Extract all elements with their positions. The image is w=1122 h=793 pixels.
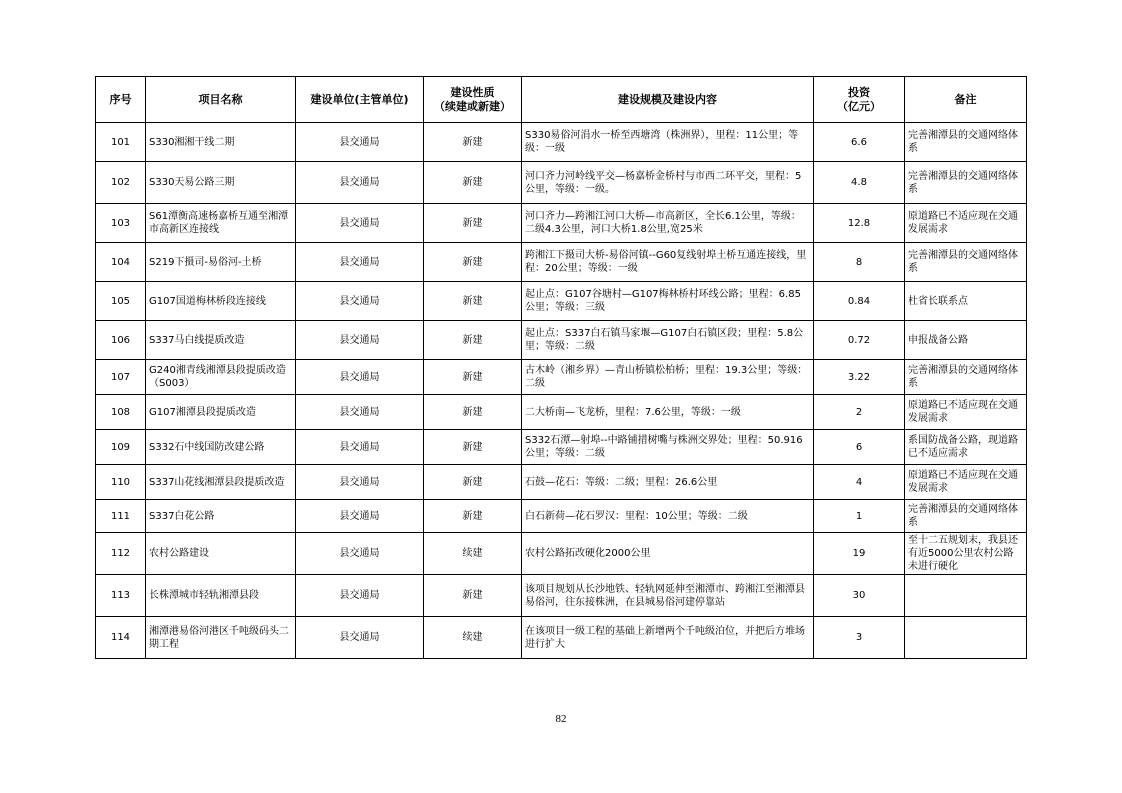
cell-note: 至十二五规划末，我县还有近5000公里农村公路未进行硬化: [905, 533, 1027, 575]
cell-nature: 新建: [424, 243, 522, 282]
cell-no: 107: [96, 360, 146, 395]
cell-note: 完善湘潭县的交通网络体系: [905, 360, 1027, 395]
cell-nature: 续建: [424, 533, 522, 575]
cell-note: 完善湘潭县的交通网络体系: [905, 243, 1027, 282]
cell-name: G107湘潭县段提质改造: [146, 395, 296, 430]
cell-no: 113: [96, 575, 146, 617]
cell-name: G240湘青线湘潭县段提质改造（S003）: [146, 360, 296, 395]
cell-nature: 新建: [424, 123, 522, 162]
cell-nature: 新建: [424, 575, 522, 617]
cell-unit: 县交通局: [296, 360, 424, 395]
cell-scale: 起止点：S337白石镇马家堰—G107白石镇区段；里程：5.8公里；等级：二级: [522, 321, 814, 360]
cell-unit: 县交通局: [296, 321, 424, 360]
cell-name: 长株潭城市轻轨湘潭县段: [146, 575, 296, 617]
cell-invest: 0.72: [814, 321, 905, 360]
cell-nature: 续建: [424, 617, 522, 659]
cell-name: S330天易公路三期: [146, 162, 296, 204]
cell-no: 112: [96, 533, 146, 575]
table-row: [96, 360, 1027, 395]
table-row: [96, 162, 1027, 204]
cell-nature: 新建: [424, 162, 522, 204]
cell-scale: 该项目规划从长沙地铁、轻轨网延伸至湘潭市、跨湘江至湘潭县易俗河，往东接株洲，在县城易俗河建停靠站: [522, 575, 814, 617]
cell-note: 原道路已不适应现在交通发展需求: [905, 395, 1027, 430]
cell-scale: 起止点：G107谷塘村—G107梅林桥村环线公路；里程：6.85公里；等级：三级: [522, 282, 814, 321]
cell-no: 111: [96, 500, 146, 533]
cell-invest: 3.22: [814, 360, 905, 395]
cell-unit: 县交通局: [296, 243, 424, 282]
table-row: [96, 123, 1027, 162]
cell-nature: 新建: [424, 204, 522, 243]
page-number: 82: [555, 713, 567, 725]
cell-unit: 县交通局: [296, 162, 424, 204]
table-row: [96, 395, 1027, 430]
cell-no: 104: [96, 243, 146, 282]
header-scale: 建设规模及建设内容: [522, 77, 814, 123]
header-no: 序号: [96, 77, 146, 123]
cell-no: 102: [96, 162, 146, 204]
cell-scale: 在该项目一级工程的基础上新增两个千吨级泊位，并把后方堆场进行扩大: [522, 617, 814, 659]
cell-nature: 新建: [424, 465, 522, 500]
cell-no: 106: [96, 321, 146, 360]
cell-invest: 4.8: [814, 162, 905, 204]
cell-invest: 2: [814, 395, 905, 430]
header-note: 备注: [905, 77, 1027, 123]
cell-note: 原道路已不适应现在交通发展需求: [905, 465, 1027, 500]
cell-unit: 县交通局: [296, 465, 424, 500]
cell-no: 108: [96, 395, 146, 430]
table-row: [96, 465, 1027, 500]
cell-note: 杜省长联系点: [905, 282, 1027, 321]
cell-no: 105: [96, 282, 146, 321]
cell-scale: S330易俗河涓水一桥至西塘湾（株洲界），里程：11公里；等级：一级: [522, 123, 814, 162]
header-invest-line1: 投资: [848, 85, 870, 99]
cell-unit: 县交通局: [296, 282, 424, 321]
cell-nature: 新建: [424, 282, 522, 321]
cell-name: S61潭衡高速杨嘉桥互通至湘潭市高新区连接线: [146, 204, 296, 243]
table-row: [96, 533, 1027, 575]
cell-note: [905, 617, 1027, 659]
cell-invest: 1: [814, 500, 905, 533]
cell-nature: 新建: [424, 430, 522, 465]
cell-invest: 19: [814, 533, 905, 575]
header-unit: 建设单位(主管单位): [296, 77, 424, 123]
cell-scale: 跨湘江下摄司大桥-易俗河镇--G60复线射埠土桥互通连接线，里程：20公里；等级：一级: [522, 243, 814, 282]
cell-note: 完善湘潭县的交通网络体系: [905, 123, 1027, 162]
cell-name: S337山花线湘潭县段提质改造: [146, 465, 296, 500]
cell-unit: 县交通局: [296, 617, 424, 659]
cell-invest: 6.6: [814, 123, 905, 162]
header-invest-line2: （亿元）: [837, 99, 881, 113]
cell-invest: 30: [814, 575, 905, 617]
cell-nature: 新建: [424, 321, 522, 360]
cell-no: 114: [96, 617, 146, 659]
cell-nature: 新建: [424, 500, 522, 533]
cell-name: 农村公路建设: [146, 533, 296, 575]
cell-name: S219下摄司-易俗河-土桥: [146, 243, 296, 282]
cell-no: 109: [96, 430, 146, 465]
cell-name: S337白花公路: [146, 500, 296, 533]
table-row: [96, 430, 1027, 465]
cell-scale: S332石潭—射埠--中路铺措树嘴与株洲交界处；里程：50.916公里；等级：二级: [522, 430, 814, 465]
table-row: [96, 617, 1027, 659]
cell-nature: 新建: [424, 395, 522, 430]
header-nature: [424, 77, 522, 123]
table-row: [96, 321, 1027, 360]
cell-scale: 古木岭（湘乡界）—青山桥镇松柏桥；里程：19.3公里；等级：二级: [522, 360, 814, 395]
cell-no: 101: [96, 123, 146, 162]
cell-invest: 8: [814, 243, 905, 282]
cell-scale: 河口齐力—跨湘江河口大桥—市高新区，全长6.1公里，等级：二级4.3公里，河口大桥1.8公里,宽25米: [522, 204, 814, 243]
cell-unit: 县交通局: [296, 395, 424, 430]
cell-note: [905, 575, 1027, 617]
table-header-row: [96, 77, 1027, 123]
cell-scale: 石鼓—花石：等级：二级；里程：26.6公里: [522, 465, 814, 500]
header-name: 项目名称: [146, 77, 296, 123]
cell-note: 系国防战备公路，现道路已不适应需求: [905, 430, 1027, 465]
cell-invest: 0.84: [814, 282, 905, 321]
cell-note: 完善湘潭县的交通网络体系: [905, 500, 1027, 533]
cell-unit: 县交通局: [296, 204, 424, 243]
header-invest: [814, 77, 905, 123]
cell-invest: 12.8: [814, 204, 905, 243]
table-row: [96, 500, 1027, 533]
cell-name: 湘潭港易俗河港区千吨级码头二期工程: [146, 617, 296, 659]
project-table: [95, 76, 1027, 659]
header-nature-line1: 建设性质: [450, 85, 495, 99]
cell-unit: 县交通局: [296, 533, 424, 575]
cell-scale: 白石新荷—花石罗汉：里程：10公里；等级：二级: [522, 500, 814, 533]
cell-no: 103: [96, 204, 146, 243]
table-row: [96, 204, 1027, 243]
cell-name: S332石中线国防改建公路: [146, 430, 296, 465]
cell-no: 110: [96, 465, 146, 500]
cell-name: S330湘湘干线二期: [146, 123, 296, 162]
cell-invest: 6: [814, 430, 905, 465]
cell-invest: 3: [814, 617, 905, 659]
cell-unit: 县交通局: [296, 500, 424, 533]
cell-scale: 河口齐力河岭线平交—杨嘉桥金桥村与市西二环平交，里程：5公里，等级：一级。: [522, 162, 814, 204]
table-row: [96, 282, 1027, 321]
table-row: [96, 575, 1027, 617]
cell-unit: 县交通局: [296, 430, 424, 465]
cell-scale: 二大桥南—飞龙桥，里程：7.6公里，等级：一级: [522, 395, 814, 430]
cell-note: 完善湘潭县的交通网络体系: [905, 162, 1027, 204]
cell-unit: 县交通局: [296, 123, 424, 162]
table-row: [96, 243, 1027, 282]
cell-invest: 4: [814, 465, 905, 500]
cell-unit: 县交通局: [296, 575, 424, 617]
cell-nature: 新建: [424, 360, 522, 395]
cell-note: 申报战备公路: [905, 321, 1027, 360]
cell-name: S337马白线提质改造: [146, 321, 296, 360]
header-nature-line2: （续建或新建）: [434, 99, 511, 113]
cell-note: 原道路已不适应现在交通发展需求: [905, 204, 1027, 243]
cell-scale: 农村公路拓改硬化2000公里: [522, 533, 814, 575]
cell-name: G107国道梅林桥段连接线: [146, 282, 296, 321]
